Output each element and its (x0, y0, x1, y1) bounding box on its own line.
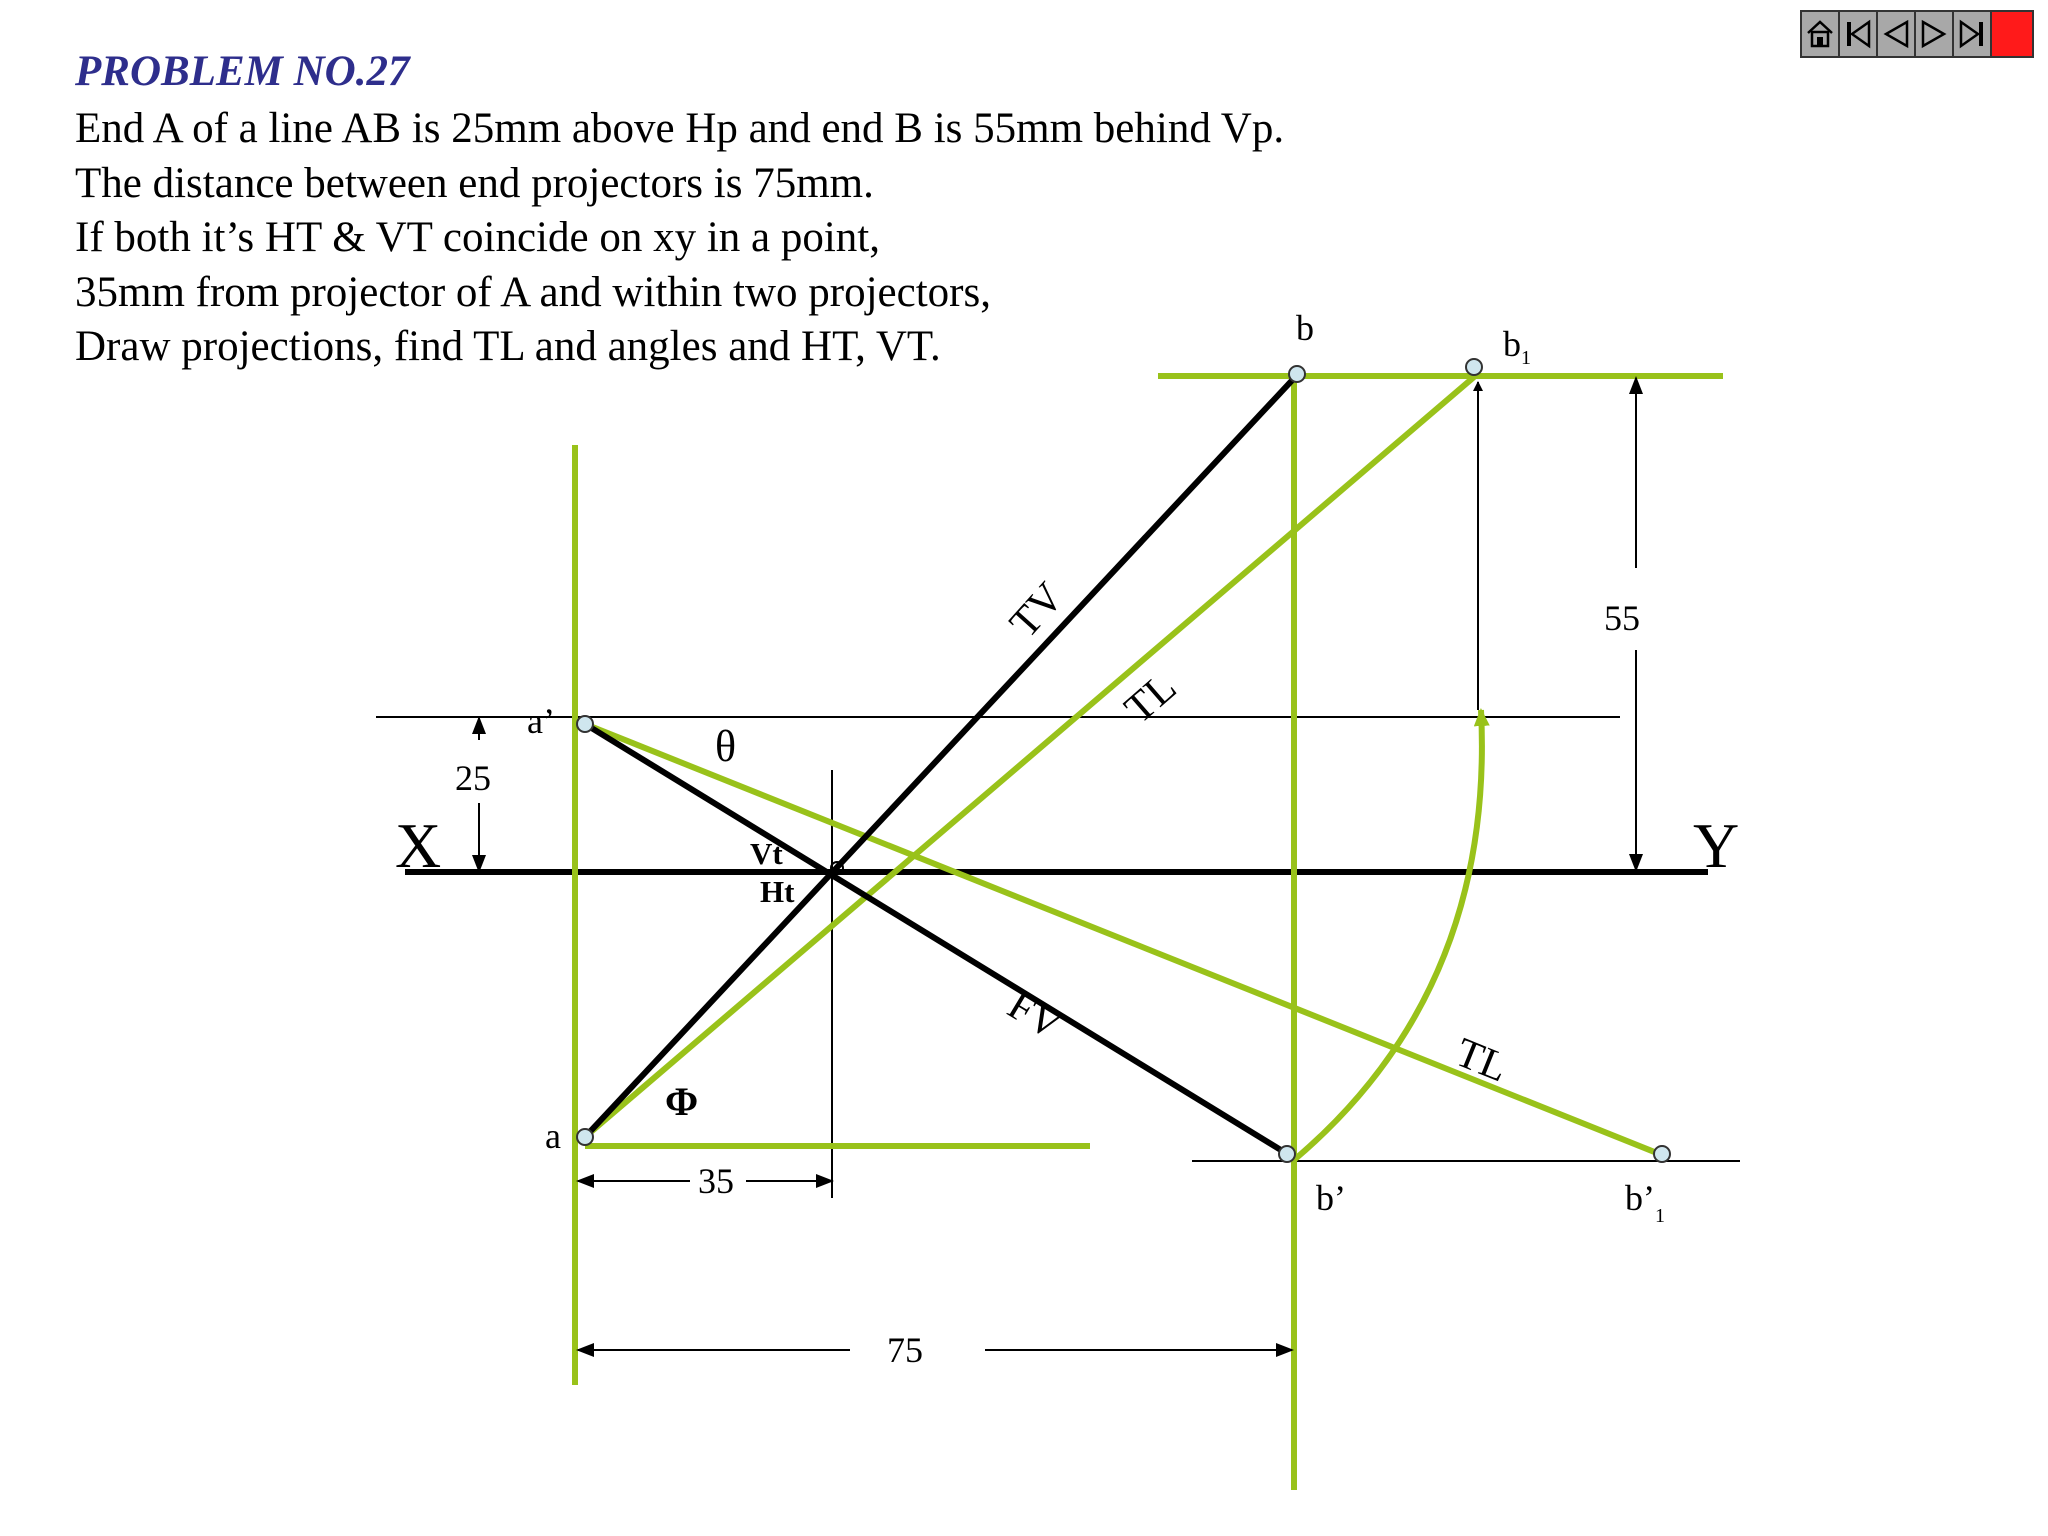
y-label: Y (1693, 810, 1740, 881)
label-fv: FV (999, 982, 1070, 1050)
label-vt: Vt (750, 836, 783, 871)
problem-title: PROBLEM NO.27 (75, 48, 410, 95)
point-a-dash (577, 716, 593, 732)
label-a: a (545, 1116, 561, 1156)
point-b (1289, 366, 1305, 382)
true-length-front-view (585, 724, 1662, 1155)
problem-line-3: If both it’s HT & VT coincide on xy in a point, (75, 214, 880, 261)
label-tl-front: TL (1449, 1029, 1515, 1092)
point-a (577, 1129, 593, 1145)
dim-35-value: 35 (698, 1161, 734, 1201)
rotation-arc (1294, 710, 1482, 1160)
problem-line-1: End A of a line AB is 25mm above Hp and end B is 55mm behind Vp. (75, 105, 1285, 152)
top-view-line (585, 374, 1298, 1137)
dim-55-value: 55 (1604, 598, 1640, 638)
label-phi: Φ (665, 1079, 699, 1124)
problem-line-2: The distance between end projectors is 75mm. (75, 159, 874, 207)
label-ht: Ht (760, 874, 795, 909)
label-b: b (1296, 308, 1314, 348)
point-b1 (1466, 359, 1482, 375)
problem-line-5: Draw projections, find TL and angles and HT, VT. (75, 323, 941, 370)
point-b-dash-1 (1654, 1146, 1670, 1162)
label-b-dash: b’ (1316, 1178, 1346, 1218)
dim-75-value: 75 (887, 1330, 923, 1370)
label-a-dash: a’ (527, 701, 555, 741)
label-tl-top: TL (1116, 664, 1186, 733)
label-theta: θ (715, 722, 737, 771)
problem-line-4: 35mm from projector of A and within two projectors, (75, 268, 991, 316)
label-b1: $b_1$ (1503, 324, 1531, 369)
label-b-dash-1: $b’_1$ (1625, 1178, 1665, 1227)
dim-25-value: 25 (455, 758, 491, 798)
x-label: X (395, 810, 442, 881)
point-b-dash (1279, 1146, 1295, 1162)
label-tv: TV (1001, 574, 1073, 647)
